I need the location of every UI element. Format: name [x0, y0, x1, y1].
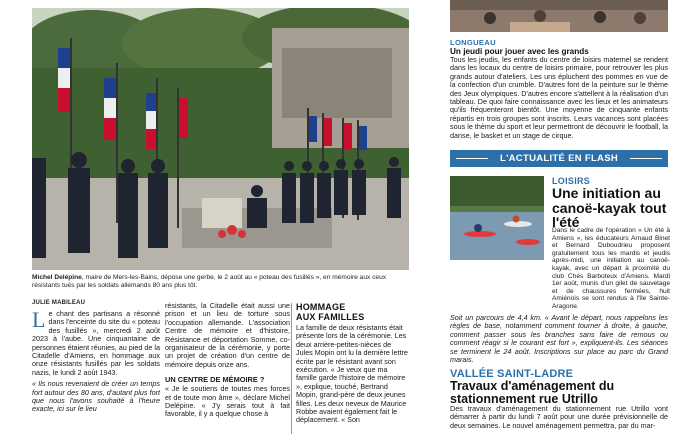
canoe-text-bottom	[450, 314, 668, 364]
article-subhead: UN CENTRE DE MÉMOIRE ?	[165, 375, 265, 385]
children-photo	[450, 0, 668, 32]
caption-text: , maire de Mers-les-Bains, dépose une gerbe, le 2 août au « poteau des fusillés », en mémoire aux ceux résistants tués par les soldats allemands 80 ans plus tôt.	[32, 274, 387, 289]
headline-longueau: Un jeudi pour jouer avec les grands	[450, 47, 589, 56]
article-body: résistants, la Citadelle était aussi une prison et un lieu de torture sous l'occupation allemande. L'association Centre de mémoire et d'histoire, Résistance et déportation Somme, co-organisateur de la cérémonie, y porte un projet de création d'un centre de mémoire depuis onze ans.	[165, 301, 290, 369]
utrillo-article	[450, 368, 668, 430]
ceremony-photo	[32, 8, 409, 270]
section-vallee: VALLÉE SAINT-LADRE	[450, 368, 574, 380]
article-lead: e chant des partisans a résonné dans l'enceinte du site du « poteau des fusillés », mercredi 2 août 2023 à l'aube. Une cinquantaine de personnes étaient réunies, au pied de la Citadelle d'Amiens, en hommage aux onze résistants fusillés par les soldats nazis, le lundi 2 août 1943.	[32, 309, 160, 377]
flash-banner	[450, 150, 668, 167]
loisirs-header	[552, 176, 670, 230]
flash-label: L'ACTUALITÉ EN FLASH	[499, 153, 619, 164]
column-divider	[291, 303, 292, 434]
kicker-longueau: LONGUEAU	[450, 38, 496, 47]
dropcap: L	[32, 307, 46, 332]
kicker-loisirs: LOISIRS	[552, 176, 591, 186]
text-longueau: Tous les jeudis, les enfants du centre de loisirs maternel se rendent dans les locaux du centre de loisirs primaire, pour retrouver les plus grands autour d'ateliers. Les uns épluchent des pommes en vue de la confection d'un crumble. D'autres font de la peinture sur le thème des Jeux olympiques. D'autres encore s'attellent à la réalisation d'un tableau. De quoi faire connaissance avec les lieux et les animateurs qu'ils fréquenteront bientôt. Une moyenne de cinquante enfants répartis en trois groupes sont inscrits. Leurs vacances sont placées sous le thème du sport et leur permettront de découvrir le football, la danse, le basket et un stage de cirque.	[450, 55, 668, 140]
text-canoe-2: Soit un parcours de 4,4 km. « Avant le départ, nous rappelons les règles de base, notamment comment tourner à droite, à gauche, comment passer sous les branches sans faire de remous ou comment réagir si le courant est fort », expliquent-ils. Les séances se terminent le 24 août. Inscriptions sur place au parc du Grand marais.	[450, 313, 668, 365]
photo-caption	[32, 274, 409, 290]
canoe-photo	[450, 176, 544, 260]
article-quote: « Ils nous revenaient de créer un temps fort autour des 80 ans, d'autant plus fort que nous l'avons souhaité à l'heure exacte, ici sur le lieu	[32, 379, 160, 414]
byline: JULIE MABILEAU	[32, 300, 86, 306]
box-title-line-2: AUX FAMILLES	[296, 311, 365, 322]
headline-utrillo: Travaux d'aménagement du stationnement rue Utrillo	[450, 379, 615, 406]
box-text: La famille de deux résistants était présente lors de la cérémonie. Les deux arrière-petites-nièces de Jules Mopin ont lu la dernière lettre écrite par le résistant avant son exécution. « Je veux que ma famille garde l'histoire de mémoire », explique, touché, Bertrand Mopin, grand-père de deux jeunes filles. Les deux neveux de Maurice Robbe avaient également fait le déplacement. « Son	[296, 323, 408, 425]
article-column-2	[165, 302, 290, 419]
canoe-text-top	[552, 227, 670, 311]
article-column-1	[32, 307, 160, 414]
text-canoe: Dans le cadre de l'opération « Un été à Amiens », les éducateurs Arnaud Binet et Bernard Duboudrieu proposent gratuitement tous les mardis et jeudis après-midi, une initiation au canoë-kayak, avec un départ à proximité du club Chés Barboteux d'Amiens. Mardi 1er août, munis d'un gilet de sauvetage et de chaussures fermées, huit Amiénois se sont rendus à l'île Sainte-Aragone.	[552, 227, 670, 310]
longueau-article	[450, 38, 668, 140]
article-body-2: « Je le soutiens de toutes mes forces et de toute mon âme », déclare Michel Delépine. « J'y serais tout à fait favorable, il y a quelque chose à	[165, 384, 290, 419]
headline-canoe: Une initiation au canoë-kayak tout l'été	[552, 185, 667, 230]
text-utrillo: Des travaux d'aménagement du stationnement rue Utrillo vont démarrer à partir du lundi 7 août pour une durée prévisionnelle de deux semaines. Le nouvel aménagement permettra, par du mar-	[450, 404, 668, 430]
families-box	[296, 303, 409, 425]
box-title-line-1: HOMMAGE	[296, 302, 346, 312]
caption-name: Michel Delépine	[32, 274, 82, 281]
